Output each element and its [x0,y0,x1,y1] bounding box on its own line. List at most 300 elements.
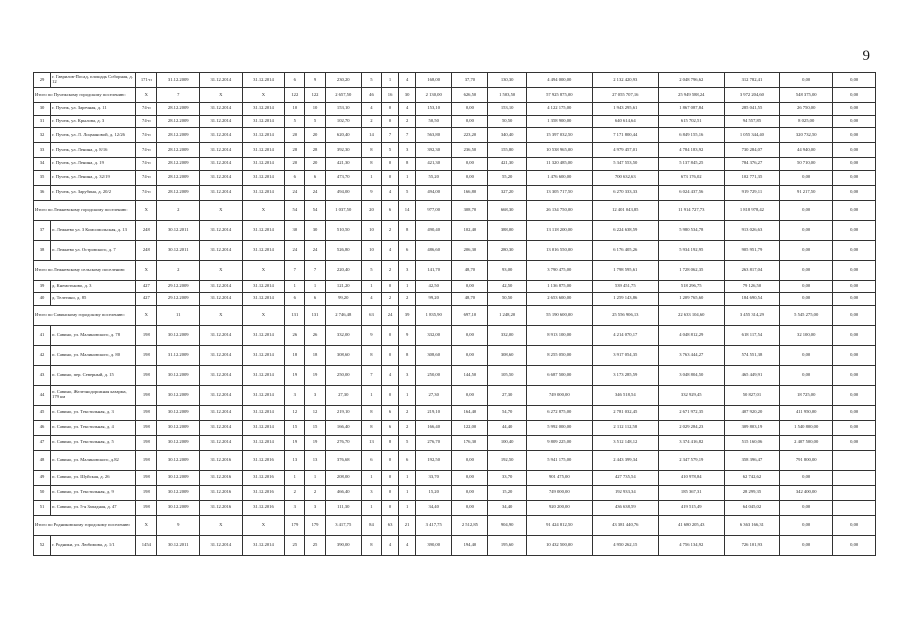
table-cell: 24 [305,185,325,200]
table-cell: 4 [382,535,399,555]
table-cell: 198 [136,385,157,405]
table-cell: 13 016 550,00 [526,240,592,260]
table-cell: 4 784 183,92 [658,143,724,158]
table-cell: 0,00 [833,143,876,158]
table-cell: 1 [361,170,381,185]
table-cell: 176,30 [452,435,488,450]
table-cell: 8 255 050,00 [526,345,592,365]
table-cell: 1 248,20 [488,305,526,325]
table-cell: 2 671 972,35 [658,405,724,420]
table-cell: 308,60 [488,345,526,365]
table-cell: 31.12.2014 [200,73,243,88]
table-cell: 16 [382,88,399,103]
table-cell: 697,10 [452,305,488,325]
table-cell: 25 949 588,24 [658,88,724,103]
table-cell: 144,50 [452,365,488,385]
table-cell: 31.12.2014 [242,240,285,260]
table-cell: 0,00 [780,280,833,293]
table-cell: 5 992 000,00 [526,420,592,435]
table-cell: 38 [34,240,51,260]
table-cell: 31.12.2014 [200,220,243,240]
table-cell: X [136,305,157,325]
table-cell: 35 [34,170,51,185]
table-cell: 0,00 [833,73,876,88]
table-cell: 30.12.2009 [157,405,200,420]
table-cell: 6 [382,420,399,435]
table-cell: г. Гаврилов-Посад, площадь Соборная, д. 12 [51,73,136,88]
table-cell: 33,70 [488,470,526,485]
table-cell: 50,50 [416,115,452,128]
table-cell: 28.12.2009 [157,185,200,200]
table-cell: X [200,305,243,325]
table-cell: 5 137 845,25 [658,158,724,171]
table-cell: 548 375,00 [780,88,833,103]
table-cell: 31.12.2014 [200,240,243,260]
table-row [34,293,876,306]
table-cell: 10 [361,220,381,240]
table-cell: п. Савино, ул. Текстильная, д. 5 [51,435,136,450]
table-cell: 31.12.2014 [242,365,285,385]
table-cell: г. Пучеж, ул. Ленина, д. 19 [51,158,136,171]
table-cell: 223,20 [452,128,488,143]
table-cell: 2 [382,220,399,240]
table-cell: 427 [136,293,157,306]
table-cell: г. Родники, ул. Любимова, д. 1/1 [51,535,136,555]
table-cell: 194,40 [452,535,488,555]
table-cell: 726 101,93 [724,535,779,555]
table-cell: 30.12.2009 [157,385,200,405]
table-cell: 4 979 457,01 [592,143,658,158]
table-cell: 5 980 534,78 [658,220,724,240]
table-cell: 510,50 [325,220,361,240]
table-cell: 1 [399,500,416,515]
table-cell: 6 [285,73,305,88]
table-cell: 54 [285,200,305,220]
table-cell: 392,30 [416,143,452,158]
subtotal-label: Итого по Савинскому городскому поселению: [34,305,136,325]
table-cell: 0,00 [833,365,876,385]
table-cell: 4 [382,240,399,260]
table-cell: 1 476 600,00 [526,170,592,185]
table-cell: 0 [382,103,399,116]
table-cell: 37 [34,220,51,240]
table-cell: 0,00 [780,515,833,535]
table-cell: 308,70 [452,200,488,220]
housing-program-table [33,72,876,556]
table-cell: 31.12.2016 [200,485,243,500]
table-cell: 411 950,00 [780,405,833,420]
table-cell: 6 [285,170,305,185]
table-cell: 0,00 [452,158,488,171]
table-cell: 45 [34,405,51,420]
table-cell: 0 [382,170,399,185]
table-cell: г. Пучеж, ул. Ленина, д. 32/19 [51,170,136,185]
table-cell: 20 [361,200,381,220]
table-cell: 13 118 200,00 [526,220,592,240]
table-cell: 31.12.2014 [242,143,285,158]
table-cell: 111,30 [325,500,361,515]
table-cell: 25 [305,535,325,555]
table-cell: 6 272 875,00 [526,405,592,420]
table-cell: п. Савино, ул. Малиновского, д. 80 [51,345,136,365]
table-cell: 1 [305,470,325,485]
table-cell: 0,00 [780,345,833,365]
table-cell: 0,00 [833,185,876,200]
table-cell: 46 [361,88,381,103]
table-cell: X [200,200,243,220]
table-cell: 122 [305,88,325,103]
table-cell: 31.12.2014 [242,385,285,405]
subtotal-label: Итого по Лежневскому сельскому поселению: [34,260,136,280]
table-cell: 51 [34,500,51,515]
table-cell: 30 [34,103,51,116]
table-cell: 0,00 [452,345,488,365]
table-cell: 1 818 978,42 [724,200,779,220]
table-cell: 30 [285,220,305,240]
table-cell: 198 [136,405,157,420]
table-row [34,405,876,420]
table-cell: 44 940,00 [780,143,833,158]
table-cell: 50,50 [488,293,526,306]
table-cell: 3 417,75 [325,515,361,535]
table-cell: 0 [382,385,399,405]
table-cell: 1 [285,470,305,485]
table-cell: п. Савино, ул. 5-я Западная, д. 47 [51,500,136,515]
table-cell: 25 [285,535,305,555]
table-cell: 8 [361,345,381,365]
table-cell: 1 728 062,35 [658,260,724,280]
table-cell: 421,30 [325,158,361,171]
table-cell: 102,40 [452,220,488,240]
table-cell: 3 [399,143,416,158]
table-cell: 122,00 [452,420,488,435]
table-cell: 3 [399,260,416,280]
table-cell: 6 [399,240,416,260]
table-cell: 30.12.2011 [157,220,200,240]
table-cell: 0,00 [780,293,833,306]
table-cell: п. Савино, Железнодорожная казарма, 179 км [51,385,136,405]
table-cell: 388,00 [488,220,526,240]
table-cell: 13 305 717,50 [526,185,592,200]
table-cell: 427 [136,280,157,293]
subtotal-row [34,515,876,535]
table-cell: 19 [305,435,325,450]
table-cell: 0,00 [833,128,876,143]
table-cell: 179 [305,515,325,535]
table-cell: 919 729,11 [724,185,779,200]
table-cell: 7 [382,128,399,143]
table-cell: 5 [285,115,305,128]
table-cell: 31.12.2014 [242,220,285,240]
table-cell: 15 [285,420,305,435]
table-cell: 340,40 [488,128,526,143]
table-cell: 20 [285,128,305,143]
table-cell: 40 [34,293,51,306]
table-cell: 102 771,35 [724,170,779,185]
table-cell: 31.12.2014 [200,143,243,158]
table-row [34,345,876,365]
table-cell: 30.12.2009 [157,485,200,500]
table-cell: 12 401 043,85 [592,200,658,220]
table-row [34,385,876,405]
table-cell: 42,50 [416,280,452,293]
table-cell: 31.12.2014 [200,365,243,385]
table-row [34,365,876,385]
table-cell: 50,50 [488,115,526,128]
table-cell: 48 [34,450,51,470]
table-cell: 436 638,59 [592,500,658,515]
table-cell: 0 [382,325,399,345]
table-cell: 920 200,00 [526,500,592,515]
table-cell: 407 920,20 [724,405,779,420]
table-cell: 4 [399,535,416,555]
table-cell: 6 849 155,16 [658,128,724,143]
table-cell: 84 [361,515,381,535]
table-cell: 10 [361,240,381,260]
table-cell: 44 [34,385,51,405]
table-cell: X [242,200,285,220]
table-cell: 563,80 [416,128,452,143]
table-cell: 15 [305,420,325,435]
table-cell: 6 363 166,31 [724,515,779,535]
table-cell: 18 [305,345,325,365]
table-cell: 34,40 [488,500,526,515]
table-cell: 332,00 [325,325,361,345]
table-cell: 28.12.2009 [157,170,200,185]
table-cell: 37,70 [452,73,488,88]
table-cell: 4 [399,73,416,88]
table-cell: 15,20 [488,485,526,500]
table-row [34,240,876,260]
table-cell: 346 518,54 [592,385,658,405]
table-cell [833,485,876,500]
table-row [34,280,876,293]
table-cell: 1 835,90 [416,305,452,325]
table-cell: 74-п [136,128,157,143]
table-cell: 1 [361,500,381,515]
table-cell: 0 [382,500,399,515]
table-cell: 0,00 [780,470,833,485]
table-cell: 28 299,35 [724,485,779,500]
table-cell: 25 556 906,13 [592,305,658,325]
table-cell: 1 [399,170,416,185]
table-cell: 8 913 100,00 [526,325,592,345]
table-cell: 55,20 [416,170,452,185]
table-cell: 332 929,45 [658,385,724,405]
table-cell: 31.12.2014 [242,73,285,88]
table-cell: 31.12.2014 [200,103,243,116]
table-cell: 4 [361,103,381,116]
table-cell: 74-п [136,158,157,171]
table-cell: 0,00 [833,535,876,555]
table-cell: 131 [305,305,325,325]
table-cell: 31.12.2014 [200,115,243,128]
table-row [34,158,876,171]
table-cell: 31.12.2014 [200,158,243,171]
table-cell: 3 [305,500,325,515]
table-cell: 0 [382,345,399,365]
subtotal-label: Итого по Пучежскому городскому поселению: [34,88,136,103]
table-cell: 13 [285,450,305,470]
table-cell: 43 381 440,76 [592,515,658,535]
table-cell: 0,00 [833,515,876,535]
table-cell: 168,00 [416,73,452,88]
table-cell: 0 [382,158,399,171]
table-cell: 44,40 [488,420,526,435]
table-cell: 0,00 [833,435,876,450]
table-cell: 33 [34,143,51,158]
table-cell: 57 925 875,00 [526,88,592,103]
table-cell: 55,20 [488,170,526,185]
table-cell: 5 [361,73,381,88]
table-cell: 700 632,63 [592,170,658,185]
table-cell: 5 347 553,50 [592,158,658,171]
table-cell: 332,00 [488,325,526,345]
table-cell: 13 [305,450,325,470]
table-cell: 8 [361,143,381,158]
table-cell: 31.12.2014 [242,435,285,450]
table-cell: 0,00 [780,535,833,555]
table-cell: 749 000,00 [526,385,592,405]
table-cell: 31.12.2014 [200,185,243,200]
table-cell: д. Кнемотьково, д. 3 [51,280,136,293]
table-cell: 24 [382,305,399,325]
table-cell: 8 025,00 [780,115,833,128]
table-cell: 392,30 [325,143,361,158]
table-cell: 31.12.2014 [242,185,285,200]
table-cell: 28.12.2009 [157,158,200,171]
table-cell: 9 [361,185,381,200]
table-cell: 0,00 [452,115,488,128]
table-cell: 28 [285,143,305,158]
table-cell: 31.12.2014 [200,128,243,143]
table-cell: 41 [34,325,51,345]
table-cell: 8 [399,220,416,240]
table-row [34,220,876,240]
table-cell: 18 725,00 [780,385,833,405]
table-cell: 10 [305,103,325,116]
table-cell: 30.12.2009 [157,470,200,485]
table-cell: 0,00 [833,280,876,293]
table-cell: 526,80 [325,240,361,260]
table-cell: 29.12.2009 [157,293,200,306]
table-cell: 905 951,79 [724,240,779,260]
table-cell: 1 [361,470,381,485]
table-cell: 26 [285,325,305,345]
table-cell: 3 [285,385,305,405]
table-cell: 20 [305,128,325,143]
table-cell: 2 407 500,00 [780,435,833,450]
table-cell: 327,20 [488,185,526,200]
table-cell: 2 [399,420,416,435]
table-cell: 62 742,62 [724,470,779,485]
table-cell: п. Савино, ул. Малиновского, д. 78 [51,325,136,345]
table-cell: X [136,260,157,280]
table-cell: 3 173 285,59 [592,365,658,385]
table-cell: 1 503,50 [488,88,526,103]
table-cell: п. Лежнево ул. 3 Комсомольская, д. 13 [51,220,136,240]
table-cell: 668,30 [488,200,526,220]
table-cell: X [200,515,243,535]
table-cell: 1 798 595,61 [592,260,658,280]
table-cell: 54,70 [488,405,526,420]
table-cell: X [136,200,157,220]
table-row [34,485,876,500]
table-cell: 4 [382,365,399,385]
table-cell: 64 045,02 [724,500,779,515]
table-cell: 48,70 [452,260,488,280]
table-cell: 4 [361,293,381,306]
table-row [34,500,876,515]
table-cell: 27,30 [416,385,452,405]
table-cell: 376,68 [325,450,361,470]
table-cell: 486,60 [416,240,452,260]
table-row [34,143,876,158]
table-cell: 1 [361,280,381,293]
table-cell: 248 [136,240,157,260]
table-cell: 31.12.2014 [242,405,285,420]
table-cell: 0,00 [452,385,488,405]
table-cell: 39 [34,280,51,293]
table-cell: 27 055 707,16 [592,88,658,103]
table-cell: 24 [285,185,305,200]
table-cell: 31.12.2014 [200,280,243,293]
table-cell: 2 746,48 [325,305,361,325]
table-cell: 31.12.2014 [242,325,285,345]
table-cell: 1 [361,385,381,405]
table-cell: 15 397 032,50 [526,128,592,143]
table-row [34,128,876,143]
table-cell: 1 540 800,00 [780,420,833,435]
table-cell: 0,00 [780,73,833,88]
table-cell: 130,30 [488,73,526,88]
table-cell: 0,00 [833,220,876,240]
table-cell: 31.12.2014 [200,293,243,306]
table-cell: 31.12.2014 [242,420,285,435]
table-cell: п. Савино, ул. Текстильная, д. 9 [51,485,136,500]
table-cell: 1 [399,470,416,485]
table-cell: 166,40 [416,420,452,435]
table-cell: 250,00 [416,365,452,385]
table-cell: 640 614,64 [592,115,658,128]
table-cell: 5 941 175,00 [526,450,592,470]
table-cell: 55 190 600,00 [526,305,592,325]
table-cell: 42,50 [488,280,526,293]
table-cell: 466,40 [325,485,361,500]
table-cell: 192,50 [488,450,526,470]
table-cell: 342 400,00 [780,485,833,500]
table-cell: 99,20 [416,293,452,306]
table-cell: 3 [399,365,416,385]
table-cell: 0 [382,115,399,128]
table-cell: 29.12.2009 [157,280,200,293]
table-cell: 5 [399,435,416,450]
table-cell: 31.12.2014 [242,158,285,171]
table-cell: 63 [382,515,399,535]
table-cell: 8 [361,405,381,420]
table-cell: 31.12.2016 [200,450,243,470]
table-cell: 0,00 [833,420,876,435]
table-cell: 7 [285,260,305,280]
table-cell: 2 653 600,00 [526,293,592,306]
table-cell: 153,10 [325,103,361,116]
table-cell: 31 [34,115,51,128]
table-cell [833,500,876,515]
table-cell: 15,20 [416,485,452,500]
table-cell: 30 [399,88,416,103]
table-cell: 219,10 [325,405,361,420]
table-cell: 153,10 [416,103,452,116]
